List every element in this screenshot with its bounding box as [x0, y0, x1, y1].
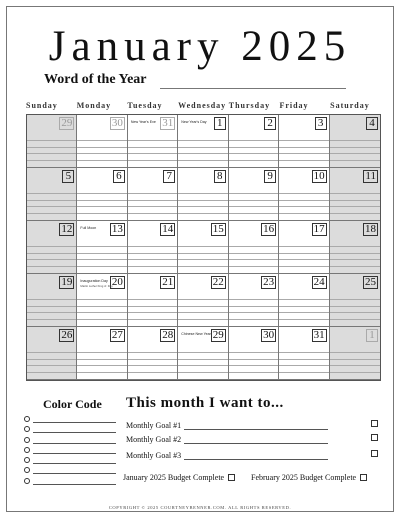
day-number: 14: [162, 223, 174, 235]
day-number: 1: [366, 329, 378, 342]
goal-label: Monthly Goal #3: [126, 451, 182, 460]
writing-lines: [229, 246, 278, 273]
page-title: January 2025: [48, 23, 352, 70]
writing-lines: [229, 193, 278, 220]
day-number: 2: [264, 117, 276, 130]
day-cell[interactable]: [77, 221, 127, 274]
writing-lines: [77, 246, 126, 273]
writing-lines: [330, 193, 380, 220]
event-label: Chinese New Year: [181, 332, 211, 336]
day-number: 30: [263, 329, 275, 341]
day-number: 3: [315, 117, 327, 130]
writing-lines: [178, 193, 227, 220]
day-number: 31: [313, 329, 325, 341]
circle-icon: [24, 447, 30, 453]
day-cell[interactable]: [27, 221, 77, 274]
day-cell[interactable]: [330, 115, 380, 168]
day-cell[interactable]: [178, 327, 228, 380]
day-number: 28: [162, 329, 174, 341]
writing-lines: [330, 299, 380, 326]
monthly-goal-2[interactable]: [126, 434, 380, 445]
day-number: 7: [163, 170, 175, 183]
writing-lines: [128, 140, 177, 167]
day-cell[interactable]: [128, 168, 178, 221]
day-number: 29: [212, 329, 224, 341]
day-cell[interactable]: [128, 115, 178, 168]
day-cell[interactable]: [178, 221, 228, 274]
day-cell[interactable]: [178, 168, 228, 221]
event-label: Full Moon: [80, 226, 97, 230]
checkbox-icon[interactable]: [371, 420, 378, 427]
copyright: COPYRIGHT © 2025 COURTNEYBENNER.COM. ALL RIGHTS RESERVED.: [108, 505, 292, 510]
day-cell[interactable]: [279, 274, 329, 327]
writing-lines: [128, 299, 177, 326]
circle-icon: [24, 457, 30, 463]
writing-lines: [27, 193, 76, 220]
checkbox-icon[interactable]: [371, 450, 378, 457]
weekday-thursday: Thursday: [228, 101, 271, 110]
color-code-item[interactable]: [24, 466, 116, 476]
day-number: 19: [61, 276, 73, 288]
day-number: 26: [61, 329, 73, 341]
budget-january[interactable]: [123, 473, 235, 482]
day-number: 9: [264, 170, 276, 183]
writing-lines: [279, 352, 328, 379]
day-number: 12: [61, 223, 73, 235]
weekday-saturday: Saturday: [330, 101, 370, 110]
writing-lines: [27, 352, 76, 379]
writing-lines: [279, 246, 328, 273]
day-cell[interactable]: [77, 274, 127, 327]
day-number: 22: [212, 276, 224, 288]
day-cell[interactable]: [229, 274, 279, 327]
writing-lines: [128, 193, 177, 220]
checkbox-icon[interactable]: [228, 474, 235, 481]
budget-label: February 2025 Budget Complete: [251, 473, 357, 482]
day-cell[interactable]: [279, 115, 329, 168]
day-cell[interactable]: [279, 168, 329, 221]
weekday-wednesday: Wednesday: [178, 101, 227, 110]
day-cell[interactable]: [128, 221, 178, 274]
day-cell[interactable]: [229, 115, 279, 168]
monthly-goal-1[interactable]: [126, 420, 380, 431]
day-cell[interactable]: [330, 274, 380, 327]
writing-lines: [77, 140, 126, 167]
day-number: 24: [313, 276, 325, 288]
event-label: New Year's Day: [181, 120, 207, 124]
monthly-goal-3[interactable]: [126, 450, 380, 461]
circle-icon: [24, 467, 30, 473]
day-number: 18: [364, 223, 376, 235]
color-code-item[interactable]: [24, 415, 116, 425]
day-number: 1: [214, 117, 226, 130]
day-number: 31: [162, 117, 174, 129]
writing-lines: [279, 140, 328, 167]
goal-label: Monthly Goal #2: [126, 435, 182, 444]
goal-label: Monthly Goal #1: [126, 421, 182, 430]
checkbox-icon[interactable]: [360, 474, 367, 481]
circle-icon: [24, 437, 30, 443]
day-cell[interactable]: [229, 221, 279, 274]
circle-icon: [24, 426, 30, 432]
writing-lines: [330, 140, 380, 167]
day-number: 25: [364, 276, 376, 288]
day-cell[interactable]: [27, 274, 77, 327]
day-cell[interactable]: [229, 168, 279, 221]
day-number: 10: [313, 170, 325, 182]
writing-lines: [229, 352, 278, 379]
day-cell[interactable]: [330, 327, 380, 380]
event-label-secondary: Martin Luther King Jr. Day: [80, 284, 113, 288]
writing-lines: [27, 246, 76, 273]
day-cell[interactable]: [128, 327, 178, 380]
writing-lines: [77, 352, 126, 379]
writing-lines: [27, 299, 76, 326]
day-number: 8: [214, 170, 226, 183]
budget-february[interactable]: [251, 473, 367, 482]
day-cell[interactable]: [27, 327, 77, 380]
day-number: 27: [111, 329, 123, 341]
color-code-item[interactable]: [24, 425, 116, 435]
writing-lines: [178, 140, 227, 167]
weekday-sunday: Sunday: [26, 101, 58, 110]
day-number: 20: [111, 276, 123, 288]
day-number: 30: [111, 117, 123, 129]
calendar-grid: [26, 114, 381, 381]
day-cell[interactable]: [77, 168, 127, 221]
writing-lines: [330, 246, 380, 273]
checkbox-icon[interactable]: [371, 434, 378, 441]
event-label: Inauguration Day: [80, 279, 108, 283]
month-want-title: This month I want to...: [126, 395, 284, 411]
writing-lines: [279, 193, 328, 220]
day-number: 21: [162, 276, 174, 288]
weekday-friday: Friday: [279, 101, 309, 110]
event-label: New Year's Eve: [130, 120, 156, 124]
circle-icon: [24, 416, 30, 422]
word-of-year-line[interactable]: [160, 88, 346, 89]
day-number: 15: [212, 223, 224, 235]
color-code-title: Color Code: [43, 397, 102, 411]
writing-lines: [330, 352, 380, 379]
writing-lines: [279, 299, 328, 326]
day-number: 11: [365, 170, 376, 182]
day-cell[interactable]: [27, 168, 77, 221]
day-cell[interactable]: [279, 327, 329, 380]
writing-lines: [178, 246, 227, 273]
color-code-item[interactable]: [24, 436, 116, 446]
color-code-item[interactable]: [24, 456, 116, 466]
day-cell[interactable]: [229, 327, 279, 380]
weekday-header: [26, 101, 381, 113]
color-code-item[interactable]: [24, 477, 116, 487]
weekday-tuesday: Tuesday: [127, 101, 163, 110]
day-number: 6: [113, 170, 125, 183]
writing-lines: [178, 352, 227, 379]
writing-lines: [27, 140, 76, 167]
day-cell[interactable]: [27, 115, 77, 168]
day-number: 4: [366, 117, 378, 130]
circle-icon: [24, 478, 30, 484]
day-cell[interactable]: [330, 221, 380, 274]
day-cell[interactable]: [128, 274, 178, 327]
color-code-item[interactable]: [24, 446, 116, 456]
day-cell[interactable]: [77, 115, 127, 168]
writing-lines: [77, 299, 126, 326]
writing-lines: [128, 352, 177, 379]
day-cell[interactable]: [178, 115, 228, 168]
day-number: 17: [313, 223, 325, 235]
day-cell[interactable]: [77, 327, 127, 380]
writing-lines: [77, 193, 126, 220]
day-number: 13: [111, 223, 123, 235]
day-cell[interactable]: [178, 274, 228, 327]
budget-label: January 2025 Budget Complete: [123, 473, 225, 482]
writing-lines: [128, 246, 177, 273]
day-number: 29: [61, 117, 73, 129]
weekday-monday: Monday: [76, 101, 112, 110]
writing-lines: [229, 299, 278, 326]
writing-lines: [178, 299, 227, 326]
day-cell[interactable]: [279, 221, 329, 274]
writing-lines: [229, 140, 278, 167]
word-of-year-label: Word of the Year: [44, 72, 147, 87]
day-number: 16: [263, 223, 275, 235]
day-cell[interactable]: [330, 168, 380, 221]
day-number: 23: [263, 276, 275, 288]
day-number: 5: [62, 170, 74, 183]
color-code-list: [24, 415, 116, 487]
